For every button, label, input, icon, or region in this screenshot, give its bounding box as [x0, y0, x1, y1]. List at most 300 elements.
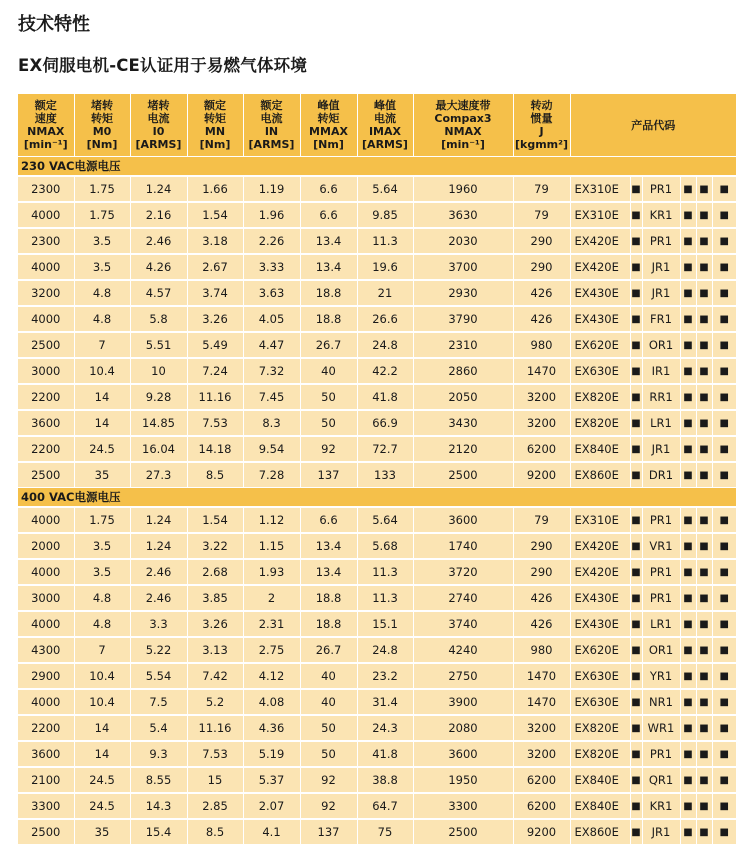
cell-inertia: 1470: [513, 663, 570, 689]
cell-rated-speed: 2200: [18, 384, 74, 410]
group-label: 400 VAC电源电压: [18, 488, 736, 508]
table-row: [18, 663, 736, 689]
option-square-icon: ■: [696, 819, 712, 844]
option-square-icon: ■: [630, 533, 642, 559]
cell-peak-current: 64.7: [357, 793, 413, 819]
cell-rated-speed: 2200: [18, 436, 74, 462]
cell-stall-current: 5.51: [130, 332, 187, 358]
header-text: 转矩: [188, 112, 243, 125]
cell-rated-torque: 3.18: [187, 228, 243, 254]
cell-peak-torque: 6.6: [300, 507, 357, 533]
cell-stall-torque: 24.5: [74, 436, 130, 462]
cell-inertia: 290: [513, 533, 570, 559]
option-square-icon: ■: [680, 819, 696, 844]
cell-stall-torque: 4.8: [74, 585, 130, 611]
cell-inertia: 6200: [513, 767, 570, 793]
cell-stall-current: 2.46: [130, 559, 187, 585]
cell-max-speed: 3900: [413, 689, 513, 715]
option-square-icon: ■: [680, 715, 696, 741]
option-square-icon: ■: [630, 280, 642, 306]
cell-stall-torque: 1.75: [74, 202, 130, 228]
cell-product-code-prefix: EX860E: [570, 819, 630, 844]
cell-rated-torque: 8.5: [187, 462, 243, 488]
option-square-icon: ■: [680, 741, 696, 767]
cell-stall-current: 5.22: [130, 637, 187, 663]
option-square-icon: ■: [680, 689, 696, 715]
header-text: I0: [131, 125, 187, 138]
cell-product-code-prefix: EX820E: [570, 715, 630, 741]
option-square-icon: ■: [680, 358, 696, 384]
cell-max-speed: 3300: [413, 793, 513, 819]
option-square-icon: ■: [680, 663, 696, 689]
cell-product-code-prefix: EX620E: [570, 332, 630, 358]
cell-stall-current: 10: [130, 358, 187, 384]
option-square-icon: ■: [630, 202, 642, 228]
cell-peak-torque: 50: [300, 410, 357, 436]
header-text: [Nm]: [301, 138, 357, 151]
cell-peak-torque: 18.8: [300, 585, 357, 611]
table-row: [18, 715, 736, 741]
header-text: 堵转: [75, 99, 130, 112]
cell-rated-current: 4.36: [243, 715, 300, 741]
option-square-icon: ■: [630, 176, 642, 202]
cell-product-code-prefix: EX310E: [570, 507, 630, 533]
header-text: 转动: [514, 99, 570, 112]
option-square-icon: ■: [696, 533, 712, 559]
option-square-icon: ■: [630, 793, 642, 819]
cell-stall-torque: 14: [74, 384, 130, 410]
cell-product-code-suffix: OR1: [642, 332, 680, 358]
cell-product-code-suffix: DR1: [642, 462, 680, 488]
table-row: [18, 689, 736, 715]
option-square-icon: ■: [712, 507, 736, 533]
cell-inertia: 79: [513, 202, 570, 228]
cell-stall-current: 1.24: [130, 533, 187, 559]
cell-product-code-prefix: EX840E: [570, 767, 630, 793]
header-text: 电流: [131, 112, 187, 125]
cell-product-code-prefix: EX630E: [570, 689, 630, 715]
cell-stall-current: 2.46: [130, 228, 187, 254]
cell-inertia: 980: [513, 332, 570, 358]
option-square-icon: ■: [696, 741, 712, 767]
header-stall-current: [130, 94, 187, 157]
cell-rated-current: 7.32: [243, 358, 300, 384]
cell-inertia: 290: [513, 254, 570, 280]
cell-rated-speed: 2500: [18, 462, 74, 488]
cell-rated-torque: 3.26: [187, 306, 243, 332]
cell-peak-current: 66.9: [357, 410, 413, 436]
cell-rated-torque: 1.54: [187, 202, 243, 228]
cell-rated-torque: 3.74: [187, 280, 243, 306]
cell-stall-current: 27.3: [130, 462, 187, 488]
cell-rated-current: 5.19: [243, 741, 300, 767]
cell-stall-current: 3.3: [130, 611, 187, 637]
cell-stall-torque: 24.5: [74, 767, 130, 793]
spec-table: [18, 94, 736, 844]
cell-max-speed: 3430: [413, 410, 513, 436]
cell-product-code-suffix: JR1: [642, 436, 680, 462]
cell-peak-torque: 13.4: [300, 559, 357, 585]
option-square-icon: ■: [680, 585, 696, 611]
option-square-icon: ■: [696, 637, 712, 663]
cell-max-speed: 3600: [413, 741, 513, 767]
page-subtitle: EX伺服电机-CE认证用于易燃气体环境: [18, 52, 307, 76]
cell-inertia: 3200: [513, 384, 570, 410]
header-rated-torque: [187, 94, 243, 157]
header-text: [min⁻¹]: [414, 138, 513, 151]
cell-rated-torque: 3.26: [187, 611, 243, 637]
cell-max-speed: 1960: [413, 176, 513, 202]
option-square-icon: ■: [712, 819, 736, 844]
cell-peak-current: 24.8: [357, 332, 413, 358]
cell-product-code-prefix: EX430E: [570, 306, 630, 332]
option-square-icon: ■: [630, 410, 642, 436]
cell-rated-torque: 11.16: [187, 384, 243, 410]
option-square-icon: ■: [696, 559, 712, 585]
cell-stall-torque: 3.5: [74, 533, 130, 559]
cell-stall-current: 16.04: [130, 436, 187, 462]
cell-rated-current: 3.33: [243, 254, 300, 280]
cell-product-code-suffix: LR1: [642, 611, 680, 637]
table-row: [18, 611, 736, 637]
cell-product-code-suffix: PR1: [642, 559, 680, 585]
cell-peak-torque: 40: [300, 663, 357, 689]
header-text: NMAX: [414, 125, 513, 138]
cell-rated-speed: 4000: [18, 507, 74, 533]
cell-peak-current: 24.8: [357, 637, 413, 663]
option-square-icon: ■: [680, 332, 696, 358]
header-text: [Nm]: [75, 138, 130, 151]
cell-peak-torque: 18.8: [300, 280, 357, 306]
table-row: [18, 559, 736, 585]
cell-rated-speed: 2000: [18, 533, 74, 559]
group-header-row: [18, 488, 736, 508]
option-square-icon: ■: [630, 254, 642, 280]
header-inertia: [513, 94, 570, 157]
option-square-icon: ■: [630, 332, 642, 358]
cell-stall-current: 14.85: [130, 410, 187, 436]
cell-stall-torque: 10.4: [74, 689, 130, 715]
cell-rated-torque: 1.66: [187, 176, 243, 202]
option-square-icon: ■: [630, 819, 642, 844]
cell-stall-current: 5.4: [130, 715, 187, 741]
cell-inertia: 290: [513, 559, 570, 585]
cell-stall-torque: 3.5: [74, 559, 130, 585]
cell-stall-current: 5.8: [130, 306, 187, 332]
cell-inertia: 9200: [513, 819, 570, 844]
cell-product-code-prefix: EX630E: [570, 358, 630, 384]
cell-product-code-prefix: EX820E: [570, 741, 630, 767]
cell-stall-torque: 4.8: [74, 306, 130, 332]
cell-product-code-suffix: QR1: [642, 767, 680, 793]
cell-max-speed: 2310: [413, 332, 513, 358]
cell-peak-current: 9.85: [357, 202, 413, 228]
cell-rated-current: 5.37: [243, 767, 300, 793]
table-row: [18, 741, 736, 767]
cell-max-speed: 2500: [413, 819, 513, 844]
option-square-icon: ■: [712, 715, 736, 741]
option-square-icon: ■: [680, 637, 696, 663]
option-square-icon: ■: [696, 306, 712, 332]
table-row: [18, 358, 736, 384]
option-square-icon: ■: [696, 280, 712, 306]
header-text: M0: [75, 125, 130, 138]
cell-product-code-suffix: FR1: [642, 306, 680, 332]
cell-inertia: 6200: [513, 793, 570, 819]
header-text: 转矩: [301, 112, 357, 125]
cell-stall-torque: 1.75: [74, 176, 130, 202]
option-square-icon: ■: [630, 436, 642, 462]
option-square-icon: ■: [630, 306, 642, 332]
cell-rated-speed: 4000: [18, 202, 74, 228]
option-square-icon: ■: [712, 332, 736, 358]
table-header-row: [18, 94, 736, 157]
cell-max-speed: 2930: [413, 280, 513, 306]
option-square-icon: ■: [630, 559, 642, 585]
cell-stall-current: 9.3: [130, 741, 187, 767]
cell-rated-torque: 3.22: [187, 533, 243, 559]
cell-peak-torque: 13.4: [300, 228, 357, 254]
cell-product-code-suffix: IR1: [642, 358, 680, 384]
option-square-icon: ■: [680, 611, 696, 637]
cell-max-speed: 3720: [413, 559, 513, 585]
cell-inertia: 980: [513, 637, 570, 663]
cell-rated-torque: 3.13: [187, 637, 243, 663]
cell-inertia: 3200: [513, 715, 570, 741]
cell-max-speed: 2030: [413, 228, 513, 254]
cell-inertia: 1470: [513, 358, 570, 384]
cell-max-speed: 2860: [413, 358, 513, 384]
table-row: [18, 202, 736, 228]
header-text: [min⁻¹]: [18, 138, 74, 151]
option-square-icon: ■: [696, 358, 712, 384]
header-text: [Nm]: [188, 138, 243, 151]
cell-product-code-prefix: EX420E: [570, 254, 630, 280]
cell-stall-torque: 3.5: [74, 228, 130, 254]
cell-product-code-suffix: LR1: [642, 410, 680, 436]
table-row: [18, 176, 736, 202]
cell-rated-speed: 4000: [18, 306, 74, 332]
cell-rated-torque: 15: [187, 767, 243, 793]
cell-rated-speed: 2900: [18, 663, 74, 689]
cell-rated-torque: 3.85: [187, 585, 243, 611]
cell-product-code-prefix: EX630E: [570, 663, 630, 689]
cell-inertia: 79: [513, 507, 570, 533]
header-rated-current: [243, 94, 300, 157]
table-row: [18, 462, 736, 488]
option-square-icon: ■: [696, 585, 712, 611]
cell-inertia: 1470: [513, 689, 570, 715]
cell-peak-current: 5.68: [357, 533, 413, 559]
cell-rated-torque: 2.85: [187, 793, 243, 819]
option-square-icon: ■: [712, 793, 736, 819]
cell-rated-torque: 7.53: [187, 410, 243, 436]
cell-rated-speed: 3600: [18, 741, 74, 767]
cell-stall-torque: 4.8: [74, 280, 130, 306]
cell-stall-torque: 4.8: [74, 611, 130, 637]
cell-stall-torque: 24.5: [74, 793, 130, 819]
option-square-icon: ■: [712, 585, 736, 611]
cell-stall-current: 1.24: [130, 176, 187, 202]
option-square-icon: ■: [630, 611, 642, 637]
option-square-icon: ■: [680, 384, 696, 410]
option-square-icon: ■: [630, 358, 642, 384]
group-header-row: [18, 157, 736, 177]
option-square-icon: ■: [630, 507, 642, 533]
cell-rated-current: 2.07: [243, 793, 300, 819]
option-square-icon: ■: [712, 176, 736, 202]
cell-peak-torque: 6.6: [300, 176, 357, 202]
cell-peak-current: 11.3: [357, 559, 413, 585]
cell-stall-torque: 10.4: [74, 663, 130, 689]
cell-peak-current: 24.3: [357, 715, 413, 741]
option-square-icon: ■: [630, 228, 642, 254]
option-square-icon: ■: [696, 611, 712, 637]
cell-rated-torque: 7.53: [187, 741, 243, 767]
option-square-icon: ■: [696, 384, 712, 410]
cell-product-code-prefix: EX420E: [570, 533, 630, 559]
cell-max-speed: 2750: [413, 663, 513, 689]
cell-peak-current: 21: [357, 280, 413, 306]
cell-inertia: 3200: [513, 410, 570, 436]
cell-max-speed: 4240: [413, 637, 513, 663]
option-square-icon: ■: [696, 663, 712, 689]
option-square-icon: ■: [630, 741, 642, 767]
table-row: [18, 507, 736, 533]
cell-rated-current: 2: [243, 585, 300, 611]
cell-rated-current: 1.93: [243, 559, 300, 585]
cell-rated-current: 2.26: [243, 228, 300, 254]
header-text: IN: [244, 125, 300, 138]
cell-rated-speed: 3200: [18, 280, 74, 306]
cell-rated-torque: 7.24: [187, 358, 243, 384]
option-square-icon: ■: [696, 793, 712, 819]
option-square-icon: ■: [680, 559, 696, 585]
cell-stall-torque: 7: [74, 637, 130, 663]
option-square-icon: ■: [680, 228, 696, 254]
cell-max-speed: 3740: [413, 611, 513, 637]
cell-product-code-prefix: EX310E: [570, 202, 630, 228]
cell-peak-current: 5.64: [357, 176, 413, 202]
header-text: IMAX: [358, 125, 413, 138]
option-square-icon: ■: [630, 637, 642, 663]
cell-stall-current: 8.55: [130, 767, 187, 793]
option-square-icon: ■: [696, 436, 712, 462]
cell-peak-current: 26.6: [357, 306, 413, 332]
cell-peak-torque: 26.7: [300, 637, 357, 663]
cell-product-code-suffix: JR1: [642, 254, 680, 280]
option-square-icon: ■: [680, 202, 696, 228]
option-square-icon: ■: [630, 715, 642, 741]
option-square-icon: ■: [712, 228, 736, 254]
cell-stall-current: 2.46: [130, 585, 187, 611]
cell-inertia: 3200: [513, 741, 570, 767]
cell-product-code-prefix: EX620E: [570, 637, 630, 663]
cell-product-code-suffix: OR1: [642, 637, 680, 663]
option-square-icon: ■: [696, 689, 712, 715]
cell-max-speed: 2080: [413, 715, 513, 741]
cell-stall-torque: 35: [74, 462, 130, 488]
header-text: 堵转: [131, 99, 187, 112]
cell-peak-torque: 18.8: [300, 306, 357, 332]
cell-peak-current: 5.64: [357, 507, 413, 533]
option-square-icon: ■: [680, 176, 696, 202]
cell-rated-current: 2.75: [243, 637, 300, 663]
option-square-icon: ■: [630, 767, 642, 793]
cell-max-speed: 3700: [413, 254, 513, 280]
table-row: [18, 254, 736, 280]
header-text: 速度: [18, 112, 74, 125]
group-label: 230 VAC电源电压: [18, 157, 736, 177]
cell-rated-current: 3.63: [243, 280, 300, 306]
cell-rated-torque: 5.49: [187, 332, 243, 358]
cell-peak-torque: 92: [300, 436, 357, 462]
cell-inertia: 426: [513, 611, 570, 637]
cell-rated-speed: 2200: [18, 715, 74, 741]
cell-peak-torque: 50: [300, 715, 357, 741]
header-product-code: [570, 94, 736, 157]
cell-rated-current: 8.3: [243, 410, 300, 436]
cell-stall-current: 4.26: [130, 254, 187, 280]
cell-peak-current: 41.8: [357, 741, 413, 767]
cell-stall-torque: 10.4: [74, 358, 130, 384]
option-square-icon: ■: [696, 507, 712, 533]
cell-rated-speed: 4000: [18, 559, 74, 585]
option-square-icon: ■: [712, 767, 736, 793]
cell-stall-current: 15.4: [130, 819, 187, 844]
cell-product-code-prefix: EX820E: [570, 384, 630, 410]
cell-rated-current: 7.28: [243, 462, 300, 488]
cell-max-speed: 3600: [413, 507, 513, 533]
cell-rated-current: 4.05: [243, 306, 300, 332]
option-square-icon: ■: [630, 689, 642, 715]
table-row: [18, 228, 736, 254]
cell-rated-torque: 2.67: [187, 254, 243, 280]
option-square-icon: ■: [712, 741, 736, 767]
table-row: [18, 410, 736, 436]
cell-rated-speed: 4000: [18, 611, 74, 637]
cell-peak-torque: 92: [300, 767, 357, 793]
option-square-icon: ■: [696, 715, 712, 741]
cell-stall-current: 5.54: [130, 663, 187, 689]
cell-product-code-prefix: EX840E: [570, 436, 630, 462]
cell-rated-current: 1.96: [243, 202, 300, 228]
cell-stall-current: 2.16: [130, 202, 187, 228]
cell-product-code-suffix: JR1: [642, 819, 680, 844]
cell-peak-current: 11.3: [357, 585, 413, 611]
cell-product-code-suffix: VR1: [642, 533, 680, 559]
cell-rated-speed: 4000: [18, 689, 74, 715]
cell-product-code-suffix: YR1: [642, 663, 680, 689]
header-text: 产品代码: [571, 119, 737, 132]
cell-peak-current: 72.7: [357, 436, 413, 462]
header-text: [kgmm²]: [514, 138, 570, 151]
cell-rated-speed: 2500: [18, 332, 74, 358]
table-row: [18, 332, 736, 358]
cell-product-code-prefix: EX430E: [570, 611, 630, 637]
option-square-icon: ■: [696, 176, 712, 202]
cell-product-code-prefix: EX310E: [570, 176, 630, 202]
cell-peak-current: 75: [357, 819, 413, 844]
header-text: Compax3: [414, 112, 513, 125]
option-square-icon: ■: [712, 280, 736, 306]
cell-rated-torque: 5.2: [187, 689, 243, 715]
cell-rated-current: 4.08: [243, 689, 300, 715]
cell-inertia: 426: [513, 585, 570, 611]
option-square-icon: ■: [680, 767, 696, 793]
option-square-icon: ■: [696, 254, 712, 280]
cell-product-code-suffix: PR1: [642, 507, 680, 533]
